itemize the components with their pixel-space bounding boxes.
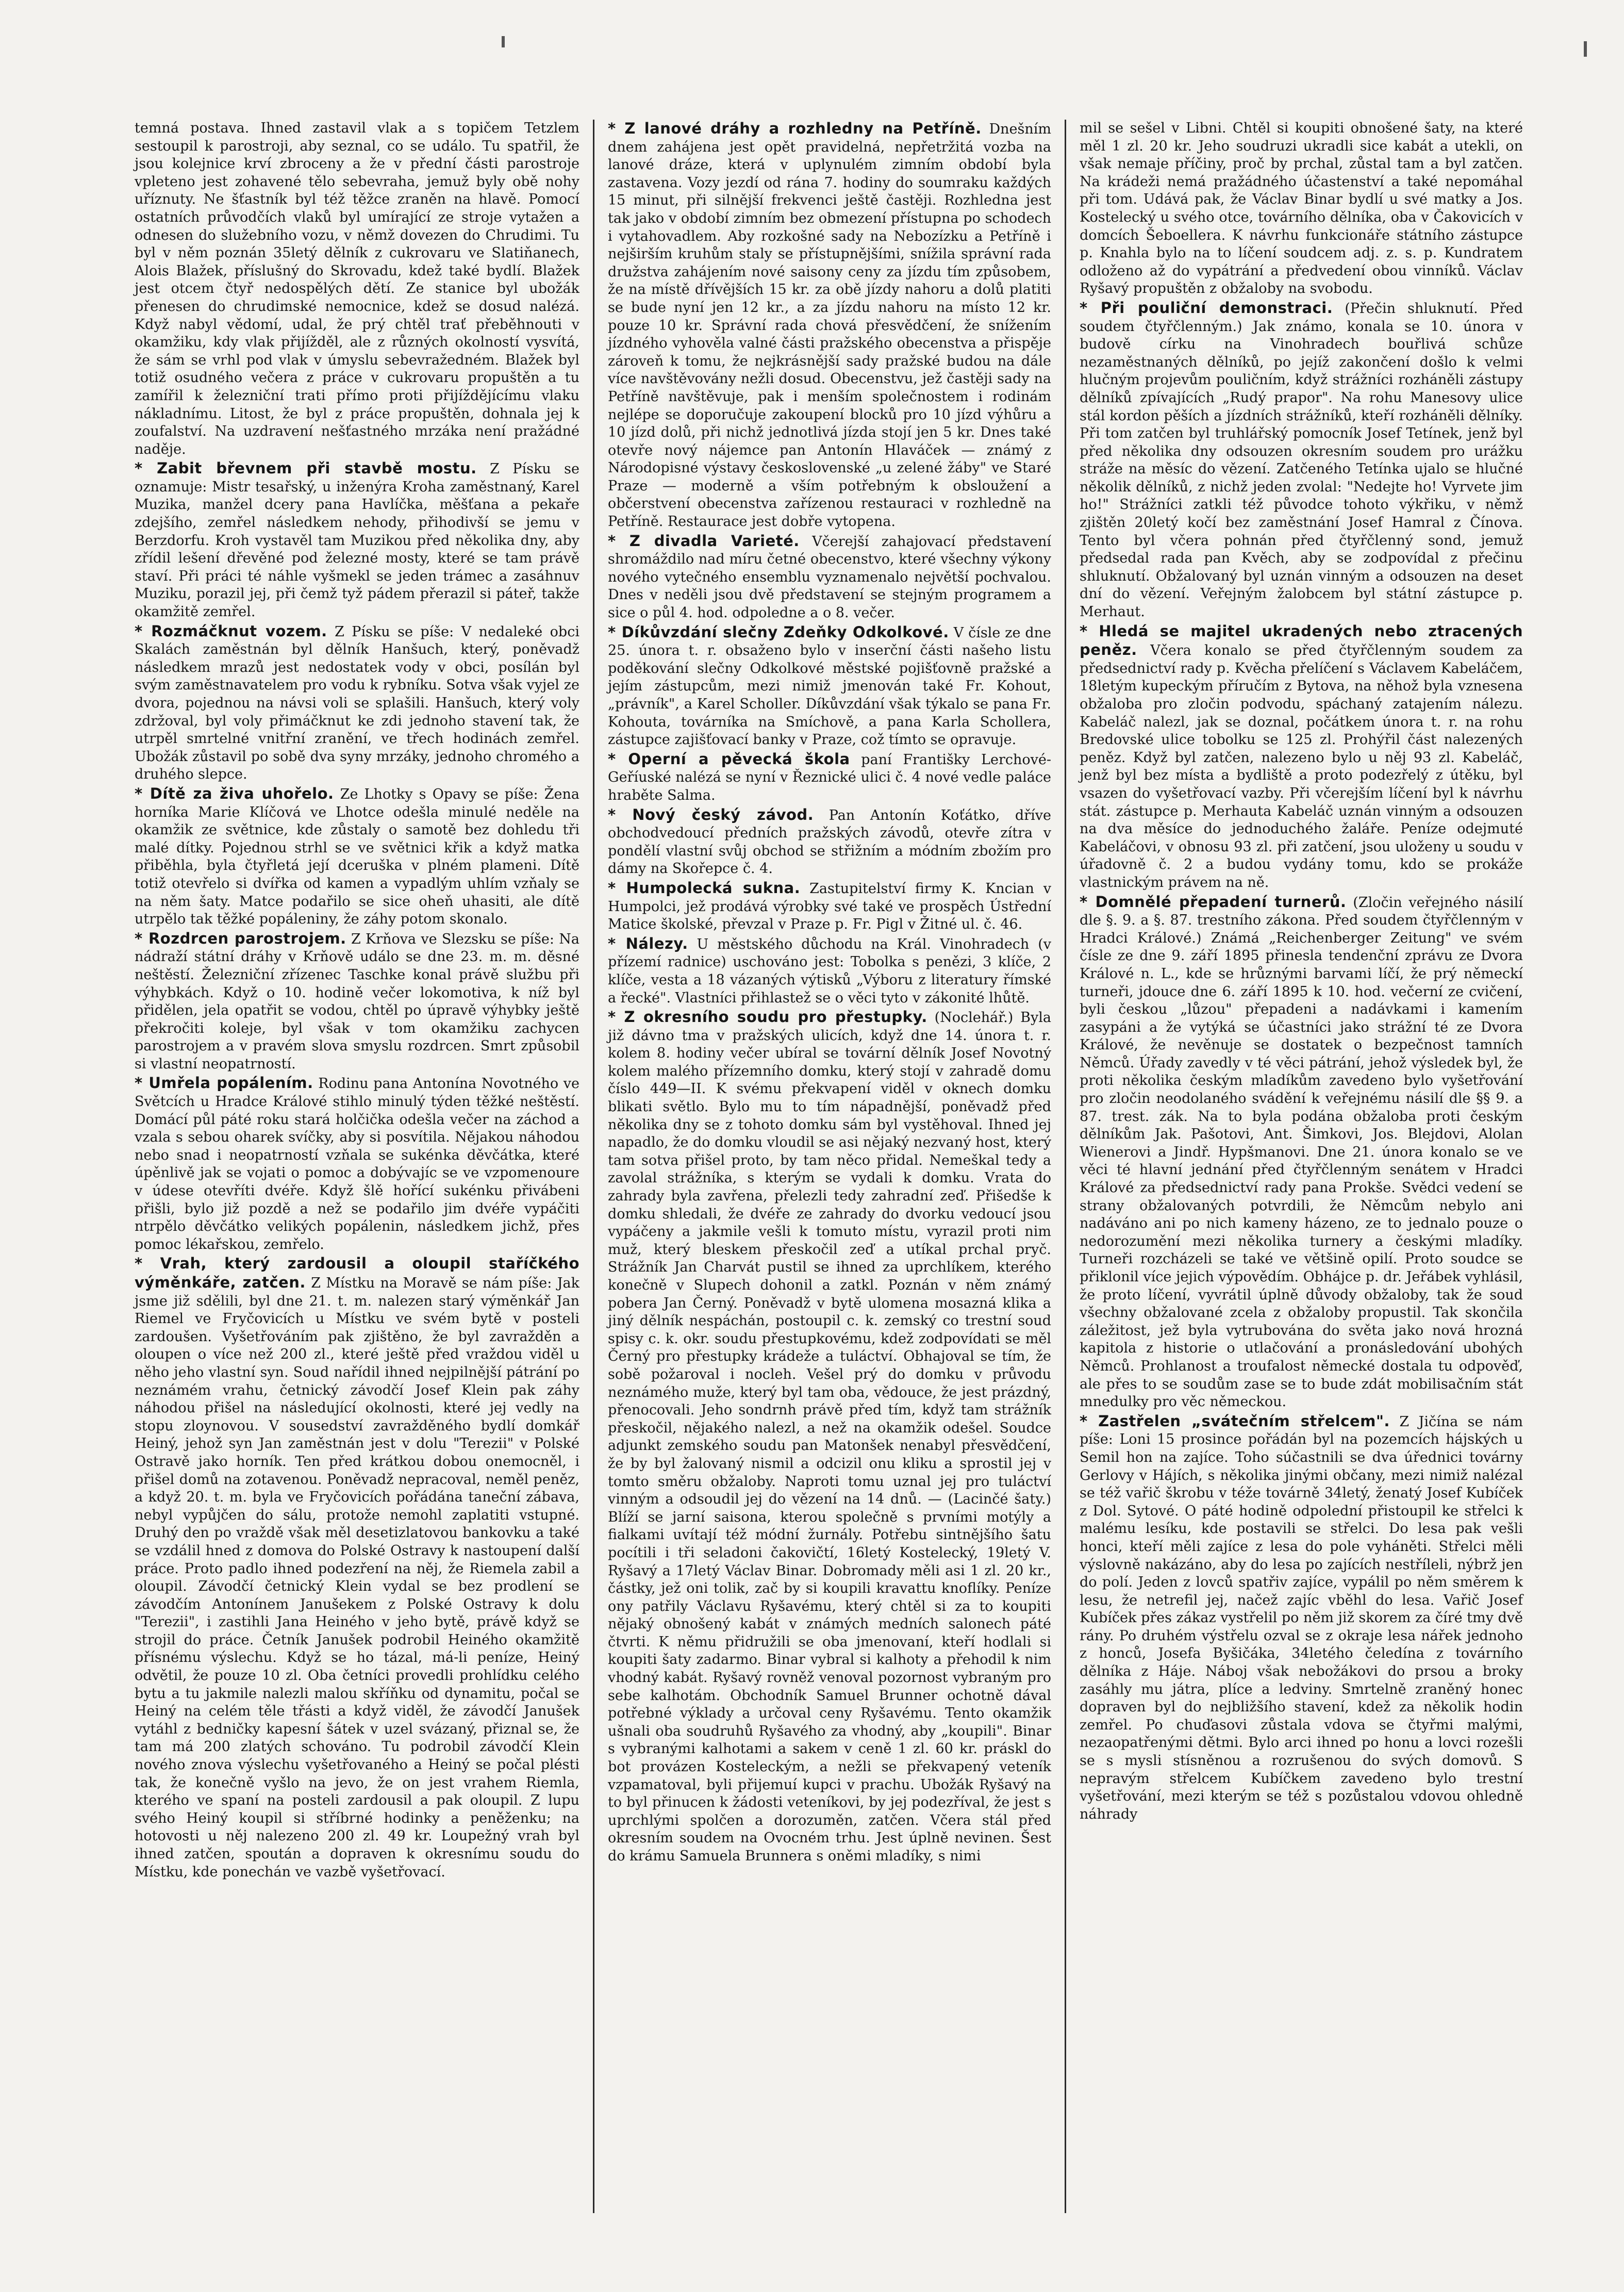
article-headline: * Operní a pěvecká škola xyxy=(608,750,850,768)
article-headline: * Zastřelen „svátečním střelcem". xyxy=(1080,1412,1390,1430)
article-paragraph xyxy=(608,120,1051,531)
article-body: Z Místku na Moravě se nám píše: Jak jsme již sdělili, byl dne 21. t. m. nalezen starý výměnkář Jan Riemel ve Fryčovicích u Místku ve svém bytě v posteli zardoušen. Vyšetřováním pak zjištěno, že byl zavražděn a oloupen o více než 200 zl., které ještě před vraždou viděl u něho jeho vlastní syn. Soud nařídil ihned nejpilnější pátrání po neznámém vrahu, četnický závodčí Josef Klein pak záhy náhodou přišel na následující okolnosti, které jej vedly na stopu zloynovou. V sousedství zavražděného bydlí domkář Heiný, jehož syn Jan zaměstnán jest v dolu "Terezii" v Polské Ostravě jako horník. Ten před krátkou dobou onemocněl, i přišel domů na zotavenou. Poněvadž nepracoval, neměl peněz, a když 20. t. m. byla ve Fryčovicích pořádána taneční zábava, nebyl vypůjčen do sálu, protože nemohl zaplatiti vstupné. Druhý den po vraždě však měl desetizlatovou bankovku a také se vzdálil hned z domova do Polské Ostravy k nastoupení další práce. Proto padlo ihned podezření na něj, že Riemela zabil a oloupil. Závodčí četnický Klein vydal se bez prodlení se závodčím Antonínem Janušekem z Polské Ostravy k dolu "Terezii", i zastihli Jana Heiného v jeho bytě, právě když se strojil do práce. Četník Janušek podrobil Heiného okamžitě přísnému výslechu. Když se ho tázal, má-li peníze, Heiný odvětil, že pouze 10 zl. Oba četníci provedli prohlídku celého bytu a tu jakmile nalezli malou skříňku od dynamitu, počal se Heiný na celém těle třásti a když viděl, že závodčí Janušek vytáhl z bedničky kapesní šátek v uzel svázaný, přiznal se, že tam má 200 zlatých schováno. Tu podrobil závodčí Klein nového znova výslechu vyšetřovaného a Heiný se počal plésti tak, že konečně vyšlo na jevo, že on jest vrahem Riemla, kterého ve spaní na posteli zardousil a pak oloupil. Z lupu svého Heiný koupil si stříbrné hodinky a peněženku; na hotovosti u něj nalezeno 200 zl. 49 kr. Loupežný vrah byl ihned zatčen, spoután a dopraven k okresnímu soudu do Místku, kde ponechán ve vazbě vyšetřovací. xyxy=(135,1275,579,1880)
article-paragraph xyxy=(1080,120,1523,298)
article-paragraph xyxy=(135,1074,579,1254)
column-1 xyxy=(121,120,593,2213)
article-body: V čísle ze dne 25. února t. r. obsaženo bylo v inserční části našeho listu poděkování slečny Odkolkové městské pojišťovně pražské a jejím zástupcům, mezi nimiž jmenován také Fr. Kohout, „právník", a Karel Scholler. Díkůvzdání však týkalo se pana Fr. Kohouta, továrníka na Smíchově, a pana Karla Schollera, zástupce zajišťovací banky v Praze, což tímto se opravuje. xyxy=(608,624,1051,748)
article-body: (Noclehář.) Byla již dávno tma v pražských ulicích, když dne 14. února t. r. kolem 8. hodiny večer ubíral se tovární dělník Josef Novotný kolem malého přízemního domku, který stojí v zahradě domu číslo 449—II. K svému překvapení viděl v oknech domku blikati světlo. Bylo mu to tím nápadnější, poněvadž před několika dny se z tohoto domku sám byl vystěhoval. Ihned jej napadlo, že do domku vloudil se asi nějaký nezvaný host, který tam sotva přišel proto, by tam něco přidal. Nemeškal tedy a zavolal strážníka, s kterým se vydali k domku. Vrata do zahrady byla zavřena, přelezli tedy zahradní zeď. Přišedše k domku shledali, že dvéře ze zahrady do dvorku vedoucí jsou vypáčeny a jakmile vešli k tomuto místu, vyrazil proti nim muž, který bleskem přeskočil zeď a utíkal prchal pryč. Strážník Jan Charvát pustil se ihned za uprchlíkem, kterého konečně v Slupech dohonil a zatkl. Poznán v něm známý pobera Jan Černý. Poněvadž v bytě ulomena mosazná klika a jiný dělník nespáchán, postoupil c. k. zemský co trestní soud spisy c. k. okr. soudu přestupkovému, kdež zodpovídati se měl Černý pro přestupky krádeže a tuláctví. Obhajoval se tím, že sobě požaroval i nocleh. Vešel prý do domku v průvodu neznámého muže, který byl tam oba, vědouce, že jest prázdný, přenocovali. Jeho sondrnh právě před tím, když tam strážník přeskočil, nějakého nalezl, a než na okamžik odešel. Soudce adjunkt zemského soudu pan Matonšek nenabyl přesvědčení, že by byl žalovaný nismil a odcizil onu kliku a sprostil jej v tomto směru obžaloby. Naproti tomu uznal jej pro tuláctví vinným a odsoudil jej do vězení na 14 dnů. — (Lacinčé šaty.) Blíží se jarní saisona, kterou společně s prvními motýly a fialkami uvítají též módní žurnály. Potřebu sintnějšího šatu pocítili i tři seladoni čakovičtí, 16letý Kostelecký, 19letý V. Ryšavý a 17letý Václav Binar. Dobromady měli asi 1 zl. 20 kr., částky, jež oni tolik, zač by si koupili kravattu knoflíky. Peníze ony patřily Václavu Ryšavému, který chtěl si za to koupiti nějaký obnošený kabát v známých medních salonech páté čtvrti. K němu přidružili se oba jmenovaní, kteří hodlali si koupiti šaty zadarmo. Binar vybral si kalhoty a přehodil k nim vhodný kabát. Ryšavý rovněž venoval pozornost vybraným pro sebe kalhotám. Obchodník Samuel Brunner ochotně dával potřebné výklady a určoval ceny Ryšavému. Tento okamžik ušnali oba soudruhů Ryšavého za vhodný, aby „koupili". Binar s vybranými kalhotami a sakem v ceně 1 zl. 60 kr. práskl do bot provázen Kosteleckým, a nežli se překvapený veteník vzpamatoval, byli přijemuí kupci v prachu. Ubožák Ryšavý na to byl přinucen k žádosti veteníkovi, by jej podezříval, že jest s uprchlými spolčen a dorozuměn, zatčen. Včera stál před okresním soudem na Ovocném trhu. Jest úplně nevinen. Šest do krámu Samuela Brunnera s oněmi mladíky, s nimi xyxy=(608,1010,1051,1864)
article-paragraph xyxy=(608,532,1051,622)
column-3 xyxy=(1065,120,1536,2213)
article-paragraph xyxy=(1080,622,1523,892)
article-headline: * Nálezy. xyxy=(608,934,688,952)
scan-mark xyxy=(502,36,505,47)
article-body: Z Písku se oznamuje: Mistr tesařský, u inženýra Kroha zaměstnaný, Karel Muzika, manžel dcery pana Havlíčka, měšťana a pekaře zdejšího, zemřel následkem nehody, přihodivší se jemu v Berzdorfu. Kroh vystavěl tam Muzikou před několika dny, aby zřídil lešení dřevěné pod železné mosty, které se tam právě staví. Při práci té náhle vyšmekl se jeden trámec a zasáhnuv Muziku, porazil jej, při čemž tyž pádem přerazil si páteř, takže okamžitě zemřel. xyxy=(135,461,579,620)
article-body: Z Písku se píše: V nedaleké obci Skalách zaměstnán byl dělník Hanšuch, který, poněvadž následkem mrazů jest nedostatek vody v obci, posílán byl svým zaměstnavatelem pro vodu k rybníku. Sotva však vyjel ze dvora, pojednou na návsi voli se splašili. Hanšuch, který voly zdržoval, byl voly přimáčknut ke zdi jednoho stavení tak, že utrpěl smrtelné vnitřní zranění, ve třech hodinách zemřel. Ubožák zůstavil po sobě dva syny mrzáky, jednoho chromého a druhého slepce. xyxy=(135,623,579,783)
article-body: Včerejší zahajovací představení shromáždilo nad míru četné obecenstvo, které všechny výkony nového vytečného ensemblu vyznamenalo největší pochvalou. Dnes v neděli jsou dvě představení se stejným programem a sice o půl 4. hod. odpoledne a o 8. večer. xyxy=(608,533,1051,621)
article-headline: * Nový český závod. xyxy=(608,805,814,823)
article-paragraph xyxy=(135,120,579,458)
article-body: Zastupitelství firmy K. Kncian v Humpolci, jež prodává výrobky své také ve prospěch Ústřední Matice školské, převzal v Praze p. Fr. Pigl v Žitné ul. č. 46. xyxy=(608,880,1051,933)
article-body: Pan Antonín Koťátko, dříve obchodvedoucí předních pražských závodů, otevře zítra v pondělí vlastní svůj obchod se střižním a módním zbožím pro dámy na Skořepce č. 4. xyxy=(608,807,1051,877)
article-headline: * Z divadla Varieté. xyxy=(608,532,800,550)
article-body: Z Jičína se nám píše: Loni 15 prosince pořádán byl na pozemcích hájských u Semil hon na zajíce. Toho súčastnili se dva úřednici továrny Gerlovy v Hájích, s několika jinými občany, mezi nimiž nalézal se též vařič škrobu v téže továrně 34letý, ženatý Josef Kubíček z Dol. Sytové. O páté hodině odpolední přistoupil ke střelci k malému lesíku, kde postavili se střelci. Do lesa pak vešli honci, kteří měli zajíce z lesa do pole vyháněti. Střelci měli výslovně nakázáno, aby do lesa po zajících nestříleli, nýbrž jen do polí. Jeden z lovců spatřiv zajíce, vypálil po něm směrem k lesu, že netrefil jej, načež zajíc vběhl do lesa. Vařič Josef Kubíček přes zákaz vystřelil po něm již skorem za číré tmy dvě rány. Po druhém výstřelu ozval se z okraje lesa nářek jednoho z honců, Josefa Byšičáka, 34letého čeledína z továrního dělníka z Háje. Náboj však nebožákovi do prsou a broky zasáhly mu játra, plíce a ledviny. Smrtelně zraněný honec dopraven byl do nejbližšího stavení, kdež za několik hodin zemřel. Po chuďasovi zůstala vdova se čtyřmi malými, nezaopatřenými dětmi. Bylo arci ihned po honu a lovci rozešli se s mysli stísněnou a rozrušenou do svých domovů. S nepravým střelcem Kubíčkem zavedeno bylo trestní vyšetřování, mezi kterým se též s pozůstalou vdovou ohledně náhrady xyxy=(1080,1413,1523,1822)
article-headline: * Díkůvzdání slečny Zdeňky Odkolkové. xyxy=(608,623,949,641)
article-body: (Přečin shluknutí. Před soudem čtyřčlenným.) Jak známo, konala se 10. února v budově círku na Vinohradech bouřlivá schůze nezaměstnaných dělníků, po jejíž zakončení došlo k velmi hlučným projevům pouličním, když strážníci rozháněli zástupy dělníků zpívajících „Rudý prapor". Na rohu Manesovy ulice stál kordon pěších a jízdních strážníků, kteří rozháněli dělníky. Při tom zatčen byl truhlářský pomocník Josef Tetínek, jenž byl před několika dny odsouzen okresním soudem pro urážku stráže na měsíc do vězení. Zatčeného Tetínka ujalo se hlučné několik dělníků, z nichž jeden zvolal: "Nedejte ho! Vyrvete jim ho!" Strážníci zatkli též původce tohoto výkřiku, v němž zjištěn 20letý kočí bez zaměstnání Josef Hamral z Čínova. Tento byl včera pohnán před čtyřčlenný sond, jemuž předsedal rada pan Kvěch, aby se zodpovídal z přečinu shluknutí. Obžalovaný byl uznán vinným a odsouzen na deset dní do vězení. Veřejným žalobcem byl státní zástupce p. Merhaut. xyxy=(1080,300,1523,620)
article-body: Rodinu pana Antonína Novotného ve Světcích u Hradce Králové stihlo minulý týden těžké neštěstí. Domácí půl páté roku stará holčička odešla večer na záchod a vzala s sebou oharek svíčky, aby si posvítila. Nějakou náhodou nebo snad i neopatrností vzňala se sukénka děvčátka, které úpěnlivě jak se vojati o pomoc a dobývajíc se ve vzpomenoure v údese otevříti dvéře. Když šlě hořící sukénku přivábeni přišli, bylo již pozdě a než se podařilo jim dvéře vypáčiti ntrpělo děvčátko velikých popálenin, následkem jichž, přes pomoc lékařskou, zemřelo. xyxy=(135,1076,579,1252)
article-body: (Zločin veřejného násilí dle §. 9. a §. 87. trestního zákona. Před soudem čtyřčlenným v Hradci Králové.) Známá „Reichenberger Zeitung" ve svém čísle ze dne 9. září 1895 přinesla tendenční zprávu ze Dvora Králové n. L., kde se hrůznými barvami líčí, že prý německí turneři, jdouce dne 6. září 1895 k 10. hod. večerní ze cvičení, byli českou „lůzou" přepadeni a nadávkami i kamením zasypáni a že vytýká se účastníci jako strážní té ze Dvora Králové, že nevěnuje se dostatek o bezpečnost tamních Němců. Úřady zavedly v té věci pátrání, jehož výsledek byl, že proti několika českým mladíkům zavedeno bylo vyšetřování pro zločin neodolaného svádění k veřejnému násilí dle §§ 9. a 87. trest. zák. Na to byla podána obžaloba proti českým dělníkům Jak. Pašotovi, Ant. Šimkovi, Jos. Blejdovi, Alolan Wienerovi a Jindř. Hypšmanovi. Dne 21. února konalo se ve věci té hlavní jednání před čtyřčlenným senátem v Hradci Králové za předsednictví rady pana Prokše. Svědci vedení se strany obžalovaných potvrdili, že Němcům nebylo ani nadáváno ani po nich kameny házeno, ze to jednalo pouze o nedorozumění mezi několika turnery a českými mladíky. Turneři rozcházeli se také ve většině opilí. Proto soudce se přiklonil více jejich výpovědím. Obhájce p. dr. Jeřábek vyhlásil, že proto líčení, vyvrátil úplně důvody obžaloby, tak že soud všechny obžalované zcela z obžaloby propustil. Tak skončila záležitost, jež byla vytrubována do světa jako nová hrozná kapitola z historie o utlačování a pronásledování ubohých Němců. Prohlanost a troufalost německé dostala tu odpověď, ale přes to se soudům zase se to bude zdát mobilisačním stát mnedulky pro věc německou. xyxy=(1080,894,1523,1410)
article-body: Z Krňova ve Slezsku se píše: Na nádraží státní dráhy v Krňově událo se dne 23. m. m. děsné neštěstí. Železniční zřízenec Taschke konal právě službu při výhybkách. Když o 10. hodině večer lokomotiva, k níž byl přidělen, jela opatřit se vodou, chtěl po úpravě výhybky ještě překročiti koleje, byl však v tom okamžiku zachycen parostrojem a v pravém slova smyslu rozdrcen. Smrt způsobil si vlastní neopatrností. xyxy=(135,931,579,1072)
article-headline: * Vrah, který zardousil a oloupil staříčkého výměnkáře, zatčen. xyxy=(135,1255,579,1291)
article-headline: * Rozdrcen parostrojem. xyxy=(135,929,346,947)
article-headline: * Z lanové dráhy a rozhledny na Petříně. xyxy=(608,120,982,137)
article-paragraph xyxy=(135,1255,579,1881)
article-headline: * Z okresního soudu pro přestupky. xyxy=(608,1008,927,1026)
article-paragraph xyxy=(135,785,579,929)
article-body: Včera konalo se před čtyřčlenným soudem za předsednictví rady p. Kvěcha přelíčení s Václavem Kabeláčem, 18letým kupeckým příručím z Bytova, na něhož byla vznesena obžaloba pro zločin podvodu, spáchaný zatajením nálezu. Kabeláč nalezl, jak se doznal, počátkem února t. r. na rohu Bredovské ulice tobolku se 125 zl. Prohýřil část nalezených peněz. Když byl zatčen, nalezeno bylo u něj 93 zl. Kabeláč, jenž byl bez místa a bydliště a proto podezřelý z útěku, byl vsazen do vyšetřovací vazby. Při včerejším líčení byl k návrhu stát. zástupce p. Merhauta Kabeláč uznán vinným a odsouzen na dva měsíce do jednoduchého žaláře. Peníze odejmuté Kabeláčovi, v obnosu 93 zl. při zatčení, jsou uloženy u soudu v úřadovně č. 2 a budou vydány tomu, kdo se prokáže vlastnickým právem na ně. xyxy=(1080,642,1523,891)
article-paragraph xyxy=(608,1008,1051,1866)
article-headline: * Dítě za živa uhořelo. xyxy=(135,784,334,802)
article-paragraph xyxy=(608,623,1051,749)
article-headline: * Humpolecká sukna. xyxy=(608,879,801,897)
article-body: Ze Lhotky s Opavy se píše: Žena horníka Marie Klíčová ve Lhotce odešla minulé neděle na okamžik ze světnice, kde zůstaly o samotě bez dohledu tři malé dítky. Pojednou strhl se ve světnici křik a když matka přiběhla, byla čtyřletá její dceruška v plném plameni. Dítě totiž otevřelo si dvířka od kamen a vypadlým uhlím vzňaly se na něm šaty. Matce podařilo se sice oheň uhasiti, ale dítě utrpělo tak těžké popáleniny, že záhy potom skonalo. xyxy=(135,786,579,928)
article-paragraph xyxy=(135,930,579,1074)
article-paragraph xyxy=(1080,299,1523,621)
article-paragraph xyxy=(135,459,579,621)
article-body: paní Františky Lerchové-Geříuské nalézá se nyní v Řeznické ulici č. 4 nové vedle paláce hraběte Salma. xyxy=(608,751,1051,803)
text-columns xyxy=(121,120,1536,2213)
column-2 xyxy=(593,120,1065,2213)
article-paragraph xyxy=(608,935,1051,1007)
article-headline: * Rozmáčknut vozem. xyxy=(135,622,327,640)
article-body: temná postava. Ihned zastavil vlak a s topičem Tetzlem sestoupil k parostroji, aby seznal, co se událo. Tu spatřil, že jsou kolejnice krví zbroceny a že v přední části parostroje vpleteno jest zohavené tělo sebevraha, jemuž byly obě nohy uříznuty. Ne šťastník byl též těžce zraněn na hlavě. Pomocí ostatních průvodčích vlaků byl umírající ze stroje vytažen a odnesen do služebního vozu, v němž dovezen do Chrudimi. Tu byl v něm poznán 35letý dělník z cukrovaru ve Slatiňanech, Alois Blažek, příslušný do Skrovadu, kdež také bydlí. Blažek jest otcem čtyř nedospělých dětí. Ze stanice byl ubožák přenesen do chrudimské nemocnice, kdež se dosud nalézá. Když nabyl vědomí, udal, že prý chtěl trať přeběhnouti v okamžiku, kdy vlak přijížděl, ale z různých okolností vysvítá, že sám se vrhl pod vlak v úmyslu sebevražedném. Blažek byl totiž osudného večera z práce v cukrovaru propuštěn a tu zamířil k železniční trati přímo proti přijíždějícímu vlaku nákladnímu. Litost, že byl z práce propuštěn, dohnala jej k zoufalství. Na uzdravení nešťastného mrzáka není pražádné naděje. xyxy=(135,120,579,457)
article-paragraph xyxy=(608,879,1051,934)
article-headline: * Zabit břevnem při stavbě mostu. xyxy=(135,459,477,477)
article-paragraph xyxy=(1080,893,1523,1411)
article-headline: * Domnělé přepadení turnerů. xyxy=(1080,893,1347,911)
article-paragraph xyxy=(608,750,1051,805)
article-body: U městského důchodu na Král. Vinohradech (v přízemí radnice) uschováno jest: Tobolka s penězi, 3 klíče, 2 klíče, vesta a 18 vázaných výtisků „Výboru z literatury římské a řecké". Vlastníci přihlastež se o věci tyto v zákonité lhůtě. xyxy=(608,936,1051,1006)
scan-mark xyxy=(1584,41,1587,57)
article-paragraph xyxy=(135,622,579,784)
article-headline: * Umřela popálením. xyxy=(135,1074,313,1092)
article-body: mil se sešel v Libni. Chtěl si koupiti obnošené šaty, na které měl 1 zl. 20 kr. Jeho soudruzi ukradli sice kabát a utekli, on však nemaje příčiny, proč by prchal, zůstal tam a byl zatčen. Na krádeži nemá pražádného účastenství a také nepomáhal při tom. Udává pak, že Václav Binar bydlí u své matky a Jos. Kostelecký u svého otce, továrního dělníka, oba v Čakovicích v domcích Šeboellera. K návrhu funkcionáře státního zástupce p. Knahla bylo na to líčení soudcem adj. z. s. p. Kundratem odloženo až do vypátrání a předvedení obou vinníků. Václav Ryšavý propuštěn z obžaloby na svobodu. xyxy=(1080,120,1523,297)
article-paragraph xyxy=(1080,1412,1523,1824)
article-headline: * Hledá se majitel ukradených nebo ztracených peněz. xyxy=(1080,622,1523,659)
article-paragraph xyxy=(608,806,1051,878)
article-body: Dnešním dnem zahájena jest opět pravidelná, nepřetržitá vozba na lanové dráze, která v uplynulém zimním období byla zastavena. Vozy jezdí od rána 7. hodiny do soumraku každých 15 minut, při silnější frekvenci ještě častěji. Rozhledna jest tak jako v období zimním bez obmezení přístupna po schodech i vytahovadlem. Aby rozkošné sady na Nebozízku a Petříně i nejširším kruhům staly se přístupnějšími, snížila správní rada družstva zahájením nové saisony ceny za jízdu tím způsobem, že na místě dřívějších 15 kr. za obě jízdy nahoru a dolů platiti se bude nyní jen 12 kr., a za jízdu nahoru na místo 12 kr. pouze 10 kr. Správní rada chová přesvědčení, že snížením jízdného vyhověla valné části pražského obecenstva a přispěje zároveň k tomu, že nejkrásnější sady pražské budou na dále více navštěvovány nežli dosud. Obecenstvu, jež častěji sady na Petříně navštěvuje, pak i menším společnostem i rodinám nejlépe se doporučuje zakoupení blocků pro 10 jízd výhůru a 10 jízd dolů, při nichž jednotlivá jízda stojí jen 5 kr. Dnes také otevře nový nájemce pan Antonín Hlaváček — známý z Národopisné výstavy československé „u zelené žáby" ve Staré Praze — moderně a vším potřebným k obsloužení a občerstvení obecenstva zařízenou restauraci v rozhledně na Petříně. Restaurace jest dobře vytopena. xyxy=(608,121,1051,530)
article-headline: * Při pouliční demonstraci. xyxy=(1080,299,1333,317)
